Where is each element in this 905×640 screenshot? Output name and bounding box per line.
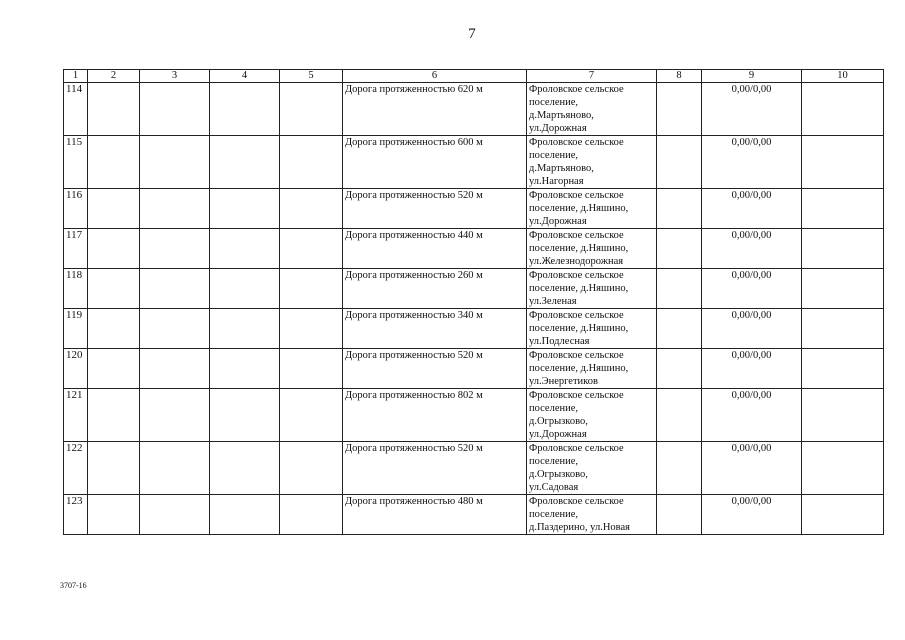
table-row: [64, 229, 884, 269]
location-line: ул.Энергетиков: [529, 376, 598, 387]
value-cell: 0,00/0,00: [702, 389, 802, 442]
empty-cell: [802, 189, 884, 229]
location-cell: [527, 389, 657, 442]
object-name-cell: Дорога протяженностью 802 м: [343, 389, 527, 442]
empty-cell: [657, 269, 702, 309]
row-number-cell: 122: [64, 442, 88, 495]
empty-cell: [802, 309, 884, 349]
column-header: 10: [802, 70, 884, 83]
column-header: 9: [702, 70, 802, 83]
location-line: д.Паздерино, ул.Новая: [529, 522, 630, 533]
location-line: д.Мартьяново,: [529, 163, 594, 174]
empty-cell: [657, 189, 702, 229]
empty-cell: [88, 136, 140, 189]
empty-cell: [802, 389, 884, 442]
object-name-cell: Дорога протяженностью 440 м: [343, 229, 527, 269]
location-line: поселение,: [529, 403, 579, 414]
row-number-cell: 120: [64, 349, 88, 389]
empty-cell: [88, 269, 140, 309]
location-cell: [527, 136, 657, 189]
table-row: [64, 442, 884, 495]
location-line: Фроловское сельское: [529, 190, 624, 201]
location-line: ул.Дорожная: [529, 123, 587, 134]
row-number-cell: 117: [64, 229, 88, 269]
value-cell: 0,00/0,00: [702, 136, 802, 189]
empty-cell: [210, 269, 280, 309]
empty-cell: [802, 269, 884, 309]
row-number-cell: 121: [64, 389, 88, 442]
table-body: [64, 83, 884, 535]
location-line: поселение, д.Няшино,: [529, 363, 629, 374]
empty-cell: [802, 136, 884, 189]
location-cell: [527, 229, 657, 269]
empty-cell: [802, 349, 884, 389]
value-cell: 0,00/0,00: [702, 83, 802, 136]
empty-cell: [210, 189, 280, 229]
value-cell: 0,00/0,00: [702, 229, 802, 269]
location-line: поселение,: [529, 97, 579, 108]
location-line: поселение, д.Няшино,: [529, 323, 629, 334]
location-cell: [527, 309, 657, 349]
empty-cell: [140, 389, 210, 442]
empty-cell: [210, 495, 280, 535]
location-line: поселение, д.Няшино,: [529, 243, 629, 254]
location-line: Фроловское сельское: [529, 310, 624, 321]
empty-cell: [140, 136, 210, 189]
column-header: 8: [657, 70, 702, 83]
table-row: [64, 269, 884, 309]
empty-cell: [88, 83, 140, 136]
empty-cell: [280, 389, 343, 442]
location-line: поселение,: [529, 456, 579, 467]
empty-cell: [210, 442, 280, 495]
empty-cell: [140, 349, 210, 389]
empty-cell: [280, 83, 343, 136]
row-number-cell: 118: [64, 269, 88, 309]
location-line: д.Мартьяново,: [529, 110, 594, 121]
value-cell: 0,00/0,00: [702, 349, 802, 389]
location-line: Фроловское сельское: [529, 230, 624, 241]
column-header: 6: [343, 70, 527, 83]
location-line: Фроловское сельское: [529, 137, 624, 148]
header-row: [64, 70, 884, 83]
object-name-cell: Дорога протяженностью 520 м: [343, 349, 527, 389]
location-line: поселение,: [529, 509, 579, 520]
registry-table: [63, 69, 884, 535]
column-header: 1: [64, 70, 88, 83]
table-row: [64, 495, 884, 535]
column-header: 3: [140, 70, 210, 83]
table-row: [64, 349, 884, 389]
row-number-cell: 123: [64, 495, 88, 535]
empty-cell: [280, 189, 343, 229]
empty-cell: [140, 309, 210, 349]
empty-cell: [88, 442, 140, 495]
empty-cell: [88, 495, 140, 535]
empty-cell: [140, 229, 210, 269]
table-row: [64, 136, 884, 189]
column-header: 2: [88, 70, 140, 83]
empty-cell: [140, 269, 210, 309]
empty-cell: [657, 442, 702, 495]
empty-cell: [210, 83, 280, 136]
empty-cell: [140, 189, 210, 229]
empty-cell: [88, 389, 140, 442]
page-number: 7: [468, 26, 476, 42]
location-line: д.Огрызково,: [529, 416, 588, 427]
empty-cell: [657, 349, 702, 389]
empty-cell: [210, 136, 280, 189]
object-name-cell: Дорога протяженностью 620 м: [343, 83, 527, 136]
empty-cell: [802, 442, 884, 495]
value-cell: 0,00/0,00: [702, 495, 802, 535]
empty-cell: [802, 495, 884, 535]
location-line: д.Огрызково,: [529, 469, 588, 480]
table-row: [64, 83, 884, 136]
empty-cell: [657, 309, 702, 349]
empty-cell: [88, 189, 140, 229]
empty-cell: [657, 229, 702, 269]
location-line: поселение, д.Няшино,: [529, 283, 629, 294]
row-number-cell: 114: [64, 83, 88, 136]
object-name-cell: Дорога протяженностью 340 м: [343, 309, 527, 349]
location-cell: [527, 189, 657, 229]
object-name-cell: Дорога протяженностью 520 м: [343, 442, 527, 495]
table-row: [64, 189, 884, 229]
empty-cell: [140, 495, 210, 535]
location-cell: [527, 442, 657, 495]
empty-cell: [802, 229, 884, 269]
empty-cell: [280, 349, 343, 389]
location-line: ул.Дорожная: [529, 216, 587, 227]
row-number-cell: 115: [64, 136, 88, 189]
row-number-cell: 119: [64, 309, 88, 349]
value-cell: 0,00/0,00: [702, 309, 802, 349]
location-line: Фроловское сельское: [529, 84, 624, 95]
object-name-cell: Дорога протяженностью 600 м: [343, 136, 527, 189]
location-line: ул.Дорожная: [529, 429, 587, 440]
empty-cell: [280, 442, 343, 495]
object-name-cell: Дорога протяженностью 260 м: [343, 269, 527, 309]
location-line: Фроловское сельское: [529, 496, 624, 507]
value-cell: 0,00/0,00: [702, 442, 802, 495]
location-line: ул.Зеленая: [529, 296, 577, 307]
location-line: ул.Подлесная: [529, 336, 590, 347]
location-line: ул.Нагорная: [529, 176, 584, 187]
row-number-cell: 116: [64, 189, 88, 229]
column-header: 4: [210, 70, 280, 83]
location-cell: [527, 83, 657, 136]
empty-cell: [88, 229, 140, 269]
value-cell: 0,00/0,00: [702, 269, 802, 309]
column-header: 5: [280, 70, 343, 83]
location-line: Фроловское сельское: [529, 270, 624, 281]
empty-cell: [657, 83, 702, 136]
empty-cell: [210, 309, 280, 349]
empty-cell: [657, 495, 702, 535]
empty-cell: [280, 136, 343, 189]
table-row: [64, 389, 884, 442]
value-cell: 0,00/0,00: [702, 189, 802, 229]
location-line: ул.Садовая: [529, 482, 579, 493]
empty-cell: [280, 269, 343, 309]
location-line: Фроловское сельское: [529, 390, 624, 401]
location-line: ул.Железнодорожная: [529, 256, 624, 267]
empty-cell: [140, 442, 210, 495]
empty-cell: [657, 389, 702, 442]
empty-cell: [280, 495, 343, 535]
location-line: Фроловское сельское: [529, 443, 624, 454]
object-name-cell: Дорога протяженностью 520 м: [343, 189, 527, 229]
empty-cell: [280, 309, 343, 349]
table-row: [64, 309, 884, 349]
empty-cell: [88, 309, 140, 349]
empty-cell: [140, 83, 210, 136]
location-cell: [527, 349, 657, 389]
empty-cell: [210, 229, 280, 269]
location-line: Фроловское сельское: [529, 350, 624, 361]
empty-cell: [802, 83, 884, 136]
empty-cell: [210, 389, 280, 442]
empty-cell: [88, 349, 140, 389]
empty-cell: [657, 136, 702, 189]
location-cell: [527, 269, 657, 309]
empty-cell: [280, 229, 343, 269]
object-name-cell: Дорога протяженностью 480 м: [343, 495, 527, 535]
location-line: поселение,: [529, 150, 579, 161]
document-code: 3707-16: [60, 581, 87, 590]
empty-cell: [210, 349, 280, 389]
location-cell: [527, 495, 657, 535]
column-header: 7: [527, 70, 657, 83]
location-line: поселение, д.Няшино,: [529, 203, 629, 214]
